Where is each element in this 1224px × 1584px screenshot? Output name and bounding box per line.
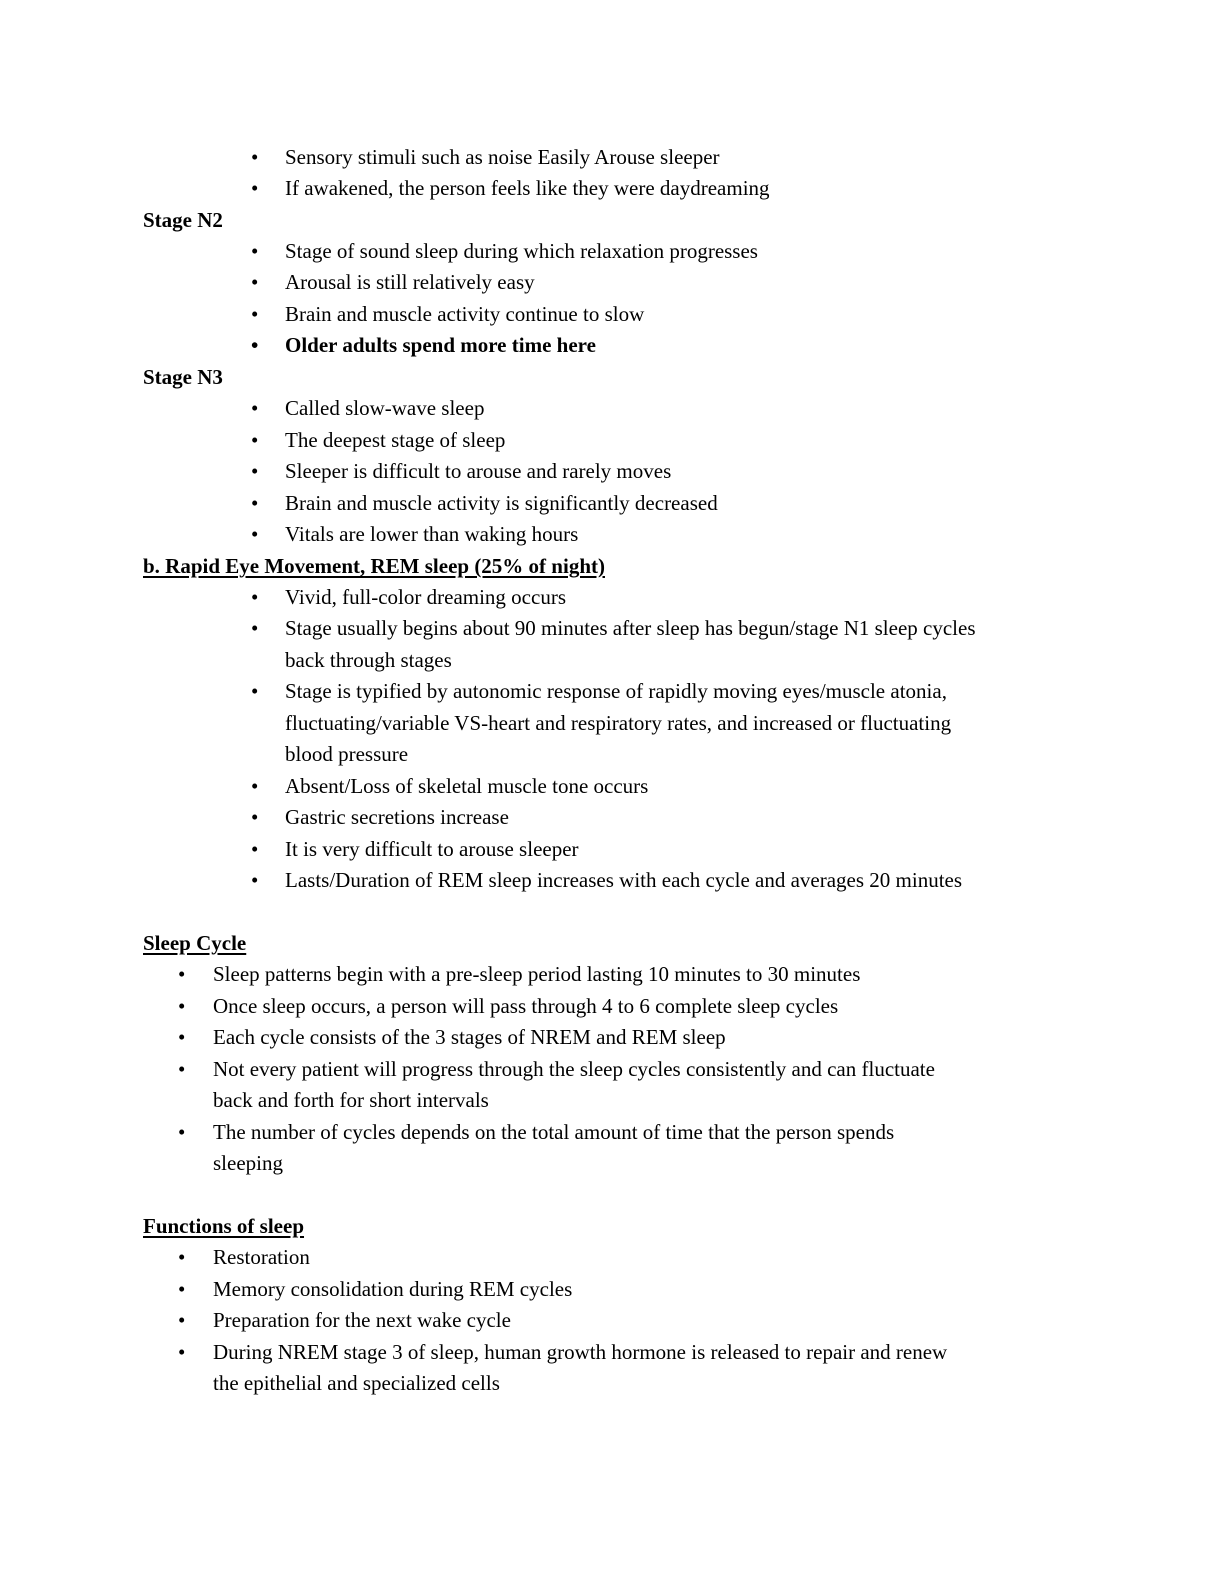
bullet: • (251, 333, 259, 357)
list-item-text: the epithelial and specialized cells (213, 1371, 500, 1395)
list-item-text: back through stages (285, 648, 452, 672)
list-item (0, 1337, 1224, 1368)
list-item-text: Lasts/Duration of REM sleep increases with each cycle and averages 20 minutes (285, 868, 963, 892)
list-item (0, 991, 1224, 1022)
list-item (0, 1054, 1224, 1085)
list-item-text: Each cycle consists of the 3 stages of NREM and REM sleep (213, 1025, 726, 1049)
list-item-text: If awakened, the person feels like they were daydreaming (285, 176, 770, 200)
list-item (0, 676, 1224, 707)
bullet: • (178, 1120, 186, 1144)
list-item-text: back and forth for short intervals (213, 1088, 489, 1112)
list-item-continuation (0, 1148, 1224, 1179)
section-heading-sleep-cycle (0, 928, 1224, 959)
bullet: • (251, 459, 259, 483)
list-item (0, 1117, 1224, 1148)
heading-text: Stage N2 (143, 208, 223, 232)
list-item (0, 299, 1224, 330)
list-item (0, 1274, 1224, 1305)
list-item-continuation (0, 1085, 1224, 1116)
list-item-text: Brain and muscle activity continue to slow (285, 302, 645, 326)
list-item (0, 236, 1224, 267)
list-item (0, 1022, 1224, 1053)
list-item (0, 1305, 1224, 1336)
bullet: • (178, 962, 186, 986)
list-item-text: Once sleep occurs, a person will pass through 4 to 6 complete sleep cycles (213, 994, 839, 1018)
list-item-text: sleeping (213, 1151, 283, 1175)
list-item-text: fluctuating/variable VS-heart and respiratory rates, and increased or fluctuating (285, 711, 952, 735)
bullet: • (178, 994, 186, 1018)
list-item-text: Called slow-wave sleep (285, 396, 485, 420)
list-item (0, 267, 1224, 298)
heading-text: Stage N3 (143, 365, 223, 389)
bullet: • (178, 1340, 186, 1364)
heading-text: Functions of sleep (143, 1214, 305, 1238)
list-item-text: It is very difficult to arouse sleeper (285, 837, 579, 861)
list-item (0, 142, 1224, 173)
list-item-text: Restoration (213, 1245, 310, 1269)
list-item (0, 613, 1224, 644)
bullet: • (251, 868, 259, 892)
list-item-text: Brain and muscle activity is significantly decreased (285, 491, 718, 515)
list-item (0, 519, 1224, 550)
bullet: • (251, 239, 259, 263)
bullet: • (178, 1277, 186, 1301)
list-item-text: Arousal is still relatively easy (285, 270, 535, 294)
list-item (0, 425, 1224, 456)
list-item-text: Stage is typified by autonomic response of rapidly moving eyes/muscle atonia, (285, 679, 947, 703)
list-item-text: Absent/Loss of skeletal muscle tone occurs (285, 774, 649, 798)
section-heading-functions-of-sleep (0, 1211, 1224, 1242)
list-item-text: blood pressure (285, 742, 409, 766)
list-item-text: Sleep patterns begin with a pre-sleep period lasting 10 minutes to 30 minutes (213, 962, 861, 986)
list-item (0, 488, 1224, 519)
bullet: • (251, 176, 259, 200)
section-heading-stage-n2 (0, 205, 1224, 236)
bullet: • (178, 1025, 186, 1049)
bullet: • (251, 805, 259, 829)
list-item-text: Older adults spend more time here (285, 333, 596, 357)
list-item (0, 173, 1224, 204)
bullet: • (251, 145, 259, 169)
heading-text: b. Rapid Eye Movement, REM sleep (25% of night) (143, 554, 605, 578)
bullet: • (251, 396, 259, 420)
section-heading-stage-n3 (0, 362, 1224, 393)
list-item-text: Gastric secretions increase (285, 805, 509, 829)
list-item-text: Sensory stimuli such as noise Easily Arouse sleeper (285, 145, 720, 169)
bullet: • (251, 270, 259, 294)
list-item (0, 865, 1224, 896)
list-item (0, 456, 1224, 487)
bullet: • (178, 1308, 186, 1332)
bullet: • (251, 679, 259, 703)
list-item-text: Stage of sound sleep during which relaxation progresses (285, 239, 758, 263)
bullet: • (251, 302, 259, 326)
list-item-text: Stage usually begins about 90 minutes after sleep has begun/stage N1 sleep cycles (285, 616, 976, 640)
bullet: • (251, 585, 259, 609)
list-item (0, 393, 1224, 424)
list-item-text: Vitals are lower than waking hours (285, 522, 579, 546)
list-item (0, 834, 1224, 865)
list-item-text: During NREM stage 3 of sleep, human growth hormone is released to repair and renew (213, 1340, 948, 1364)
list-item-text: Not every patient will progress through the sleep cycles consistently and can fluctuate (213, 1057, 935, 1081)
heading-text: Sleep Cycle (143, 931, 247, 955)
list-item-text: The number of cycles depends on the total amount of time that the person spends (213, 1120, 895, 1144)
list-item (0, 802, 1224, 833)
bullet: • (251, 616, 259, 640)
list-item-text: Vivid, full-color dreaming occurs (285, 585, 566, 609)
list-item (0, 771, 1224, 802)
list-item (0, 582, 1224, 613)
bullet: • (251, 491, 259, 515)
bullet: • (251, 428, 259, 452)
bullet: • (178, 1057, 186, 1081)
list-item (0, 959, 1224, 990)
section-heading-rem (0, 551, 1224, 582)
list-item-text: Sleeper is difficult to arouse and rarely moves (285, 459, 672, 483)
list-item-continuation (0, 708, 1224, 739)
bullet: • (251, 522, 259, 546)
list-item-continuation (0, 645, 1224, 676)
bullet: • (251, 837, 259, 861)
list-item-continuation (0, 1368, 1224, 1399)
list-item (0, 330, 1224, 361)
bullet: • (251, 774, 259, 798)
list-item-text: Memory consolidation during REM cycles (213, 1277, 573, 1301)
list-item-continuation (0, 739, 1224, 770)
list-item-text: The deepest stage of sleep (285, 428, 506, 452)
bullet: • (178, 1245, 186, 1269)
list-item-text: Preparation for the next wake cycle (213, 1308, 511, 1332)
list-item (0, 1242, 1224, 1273)
